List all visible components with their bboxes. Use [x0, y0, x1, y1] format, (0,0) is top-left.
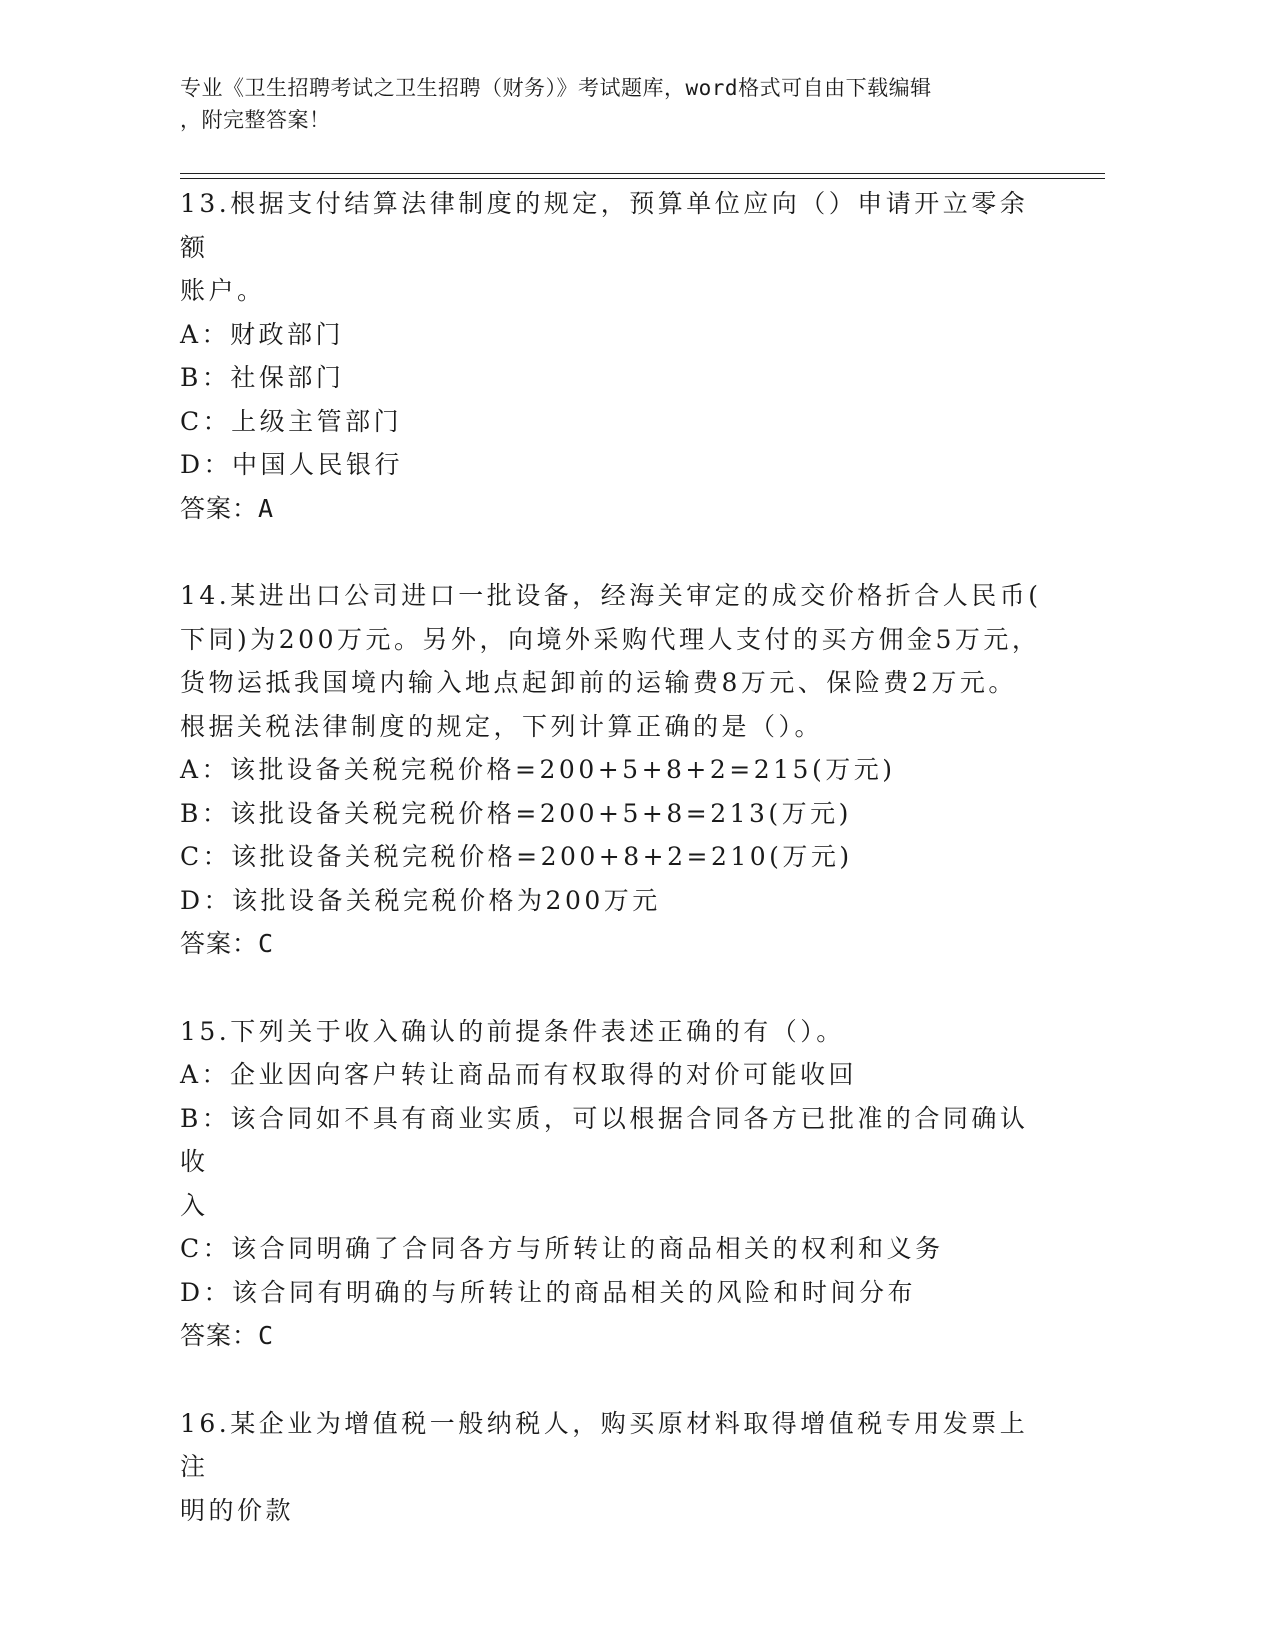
option-b: B：该批设备关税完税价格=200+5+8=213(万元) [180, 798, 852, 828]
option-c: C：上级主管部门 [180, 406, 403, 436]
question-stem-line: 14.某进出口公司进口一批设备，经海关审定的成交价格折合人民币( [180, 581, 1042, 610]
header-line-1: 专业《卫生招聘考试之卫生招聘（财务）》考试题库，word格式可自由下载编辑 [180, 76, 932, 100]
answer-label: 答案：C [180, 929, 275, 958]
answer-label: 答案：C [180, 1321, 275, 1350]
question-stem-line: 13.根据支付结算法律制度的规定，预算单位应向（）申请开立零余额 [180, 189, 1029, 262]
question-stem-line: 16.某企业为增值税一般纳税人，购买原材料取得增值税专用发票上注 [180, 1408, 1029, 1481]
question-15 [180, 1010, 1050, 1358]
option-a: A：该批设备关税完税价格=200+5+8+2=215(万元) [180, 755, 896, 784]
question-list [180, 182, 1050, 1576]
question-stem-line: 货物运抵我国境内输入地点起卸前的运输费8万元、保险费2万元。 [180, 668, 1017, 697]
header-divider-bottom [180, 178, 1105, 179]
option-a: A：财政部门 [180, 319, 345, 349]
header-divider-top [180, 173, 1105, 174]
question-13 [180, 182, 1050, 530]
question-stem-line: 账户。 [180, 276, 266, 305]
question-stem-line: 明的价款 [180, 1495, 295, 1525]
option-d: D：该合同有明确的与所转让的商品相关的风险和时间分布 [180, 1277, 917, 1307]
option-c: C：该合同明确了合同各方与所转让的商品相关的权利和义务 [180, 1234, 944, 1263]
document-header [180, 72, 1040, 136]
question-stem-line: 下同)为200万元。另外，向境外采购代理人支付的买方佣金5万元， [180, 624, 1041, 654]
option-c: C：该批设备关税完税价格=200+8+2=210(万元) [180, 842, 853, 871]
option-b-continued: 入 [180, 1190, 209, 1220]
option-b: B：该合同如不具有商业实质，可以根据合同各方已批准的合同确认收 [180, 1103, 1029, 1176]
question-stem-line: 根据关税法律制度的规定，下列计算正确的是（）。 [180, 711, 824, 741]
option-a: A：企业因向客户转让商品而有权取得的对价可能收回 [180, 1060, 858, 1089]
answer-label: 答案：A [180, 493, 275, 523]
header-line-2: ，附完整答案！ [180, 108, 331, 132]
question-stem-line: 15.下列关于收入确认的前提条件表述正确的有（）。 [180, 1016, 845, 1046]
question-14 [180, 574, 1050, 966]
option-d: D：中国人民银行 [180, 450, 404, 479]
question-16 [180, 1402, 1050, 1533]
option-d: D：该批设备关税完税价格为200万元 [180, 885, 661, 915]
option-b: B：社保部门 [180, 363, 345, 392]
